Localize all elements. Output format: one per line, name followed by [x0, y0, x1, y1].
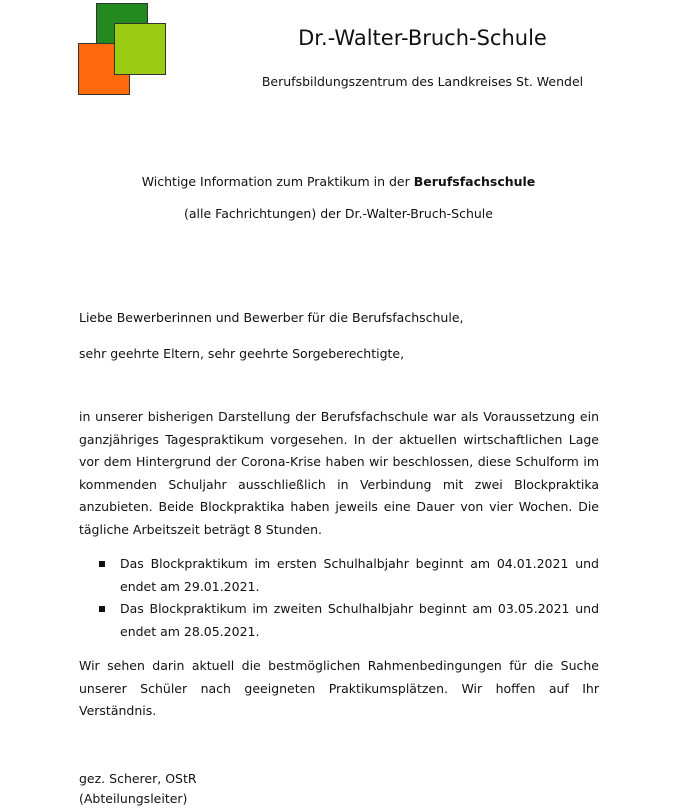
- signature-role: (Abteilungsleiter): [79, 791, 188, 806]
- intro-line-1-bold: Berufsfachschule: [413, 174, 536, 189]
- school-logo: [78, 3, 166, 95]
- salutation-line-2: sehr geehrte Eltern, sehr geehrte Sorgeberechtigte,: [79, 346, 405, 361]
- logo-square-lime: [114, 23, 166, 75]
- signature-block: [79, 769, 197, 809]
- bullet-item: [97, 598, 599, 643]
- bullet-list: [97, 553, 599, 643]
- school-name: Dr.-Walter-Bruch-Schule: [298, 26, 547, 50]
- salutation-line-1: Liebe Bewerberinnen und Bewerber für die Berufsfachschule,: [79, 310, 464, 325]
- bullet-square-icon: [99, 561, 105, 567]
- school-subtitle: Berufsbildungszentrum des Landkreises St. Wendel: [261, 74, 584, 89]
- intro-line-1: [0, 174, 677, 189]
- intro-line-1-prefix: Wichtige Information zum Praktikum in der: [141, 174, 414, 189]
- bullet-text: Das Blockpraktikum im zweiten Schulhalbjahr beginnt am 03.05.2021 und endet am 28.05.2021.: [120, 601, 599, 639]
- closing-paragraph: Wir sehen darin aktuell die bestmöglichen Rahmenbedingungen für die Suche unserer Schüler nach geeigneten Praktikumsplätzen. Wir hoffen auf Ihr Verständnis.: [79, 658, 599, 719]
- bullet-square-icon: [99, 606, 105, 612]
- body-paragraph: in unserer bisherigen Darstellung der Berufsfachschule war als Voraussetzung ein ganzjähriges Tagespraktikum vorgesehen. In der aktuellen wirtschaftlichen Lage vor dem Hintergrund der Corona-Krise haben wir beschlossen, diese Schulform im kommenden Schuljahr ausschließlich in Verbindung mit zwei Blockpraktika anzubieten. Beide Blockpraktika haben jeweils eine Dauer von vier Wochen. Die tägliche Arbeitszeit beträgt 8 Stunden.: [79, 409, 599, 537]
- bullet-item: [97, 553, 599, 598]
- bullet-text: Das Blockpraktikum im ersten Schulhalbjahr beginnt am 04.01.2021 und endet am 29.01.2021.: [120, 556, 599, 594]
- intro-line-2: (alle Fachrichtungen) der Dr.-Walter-Bruch-Schule: [184, 206, 493, 221]
- signature-name: gez. Scherer, OStR: [79, 771, 197, 786]
